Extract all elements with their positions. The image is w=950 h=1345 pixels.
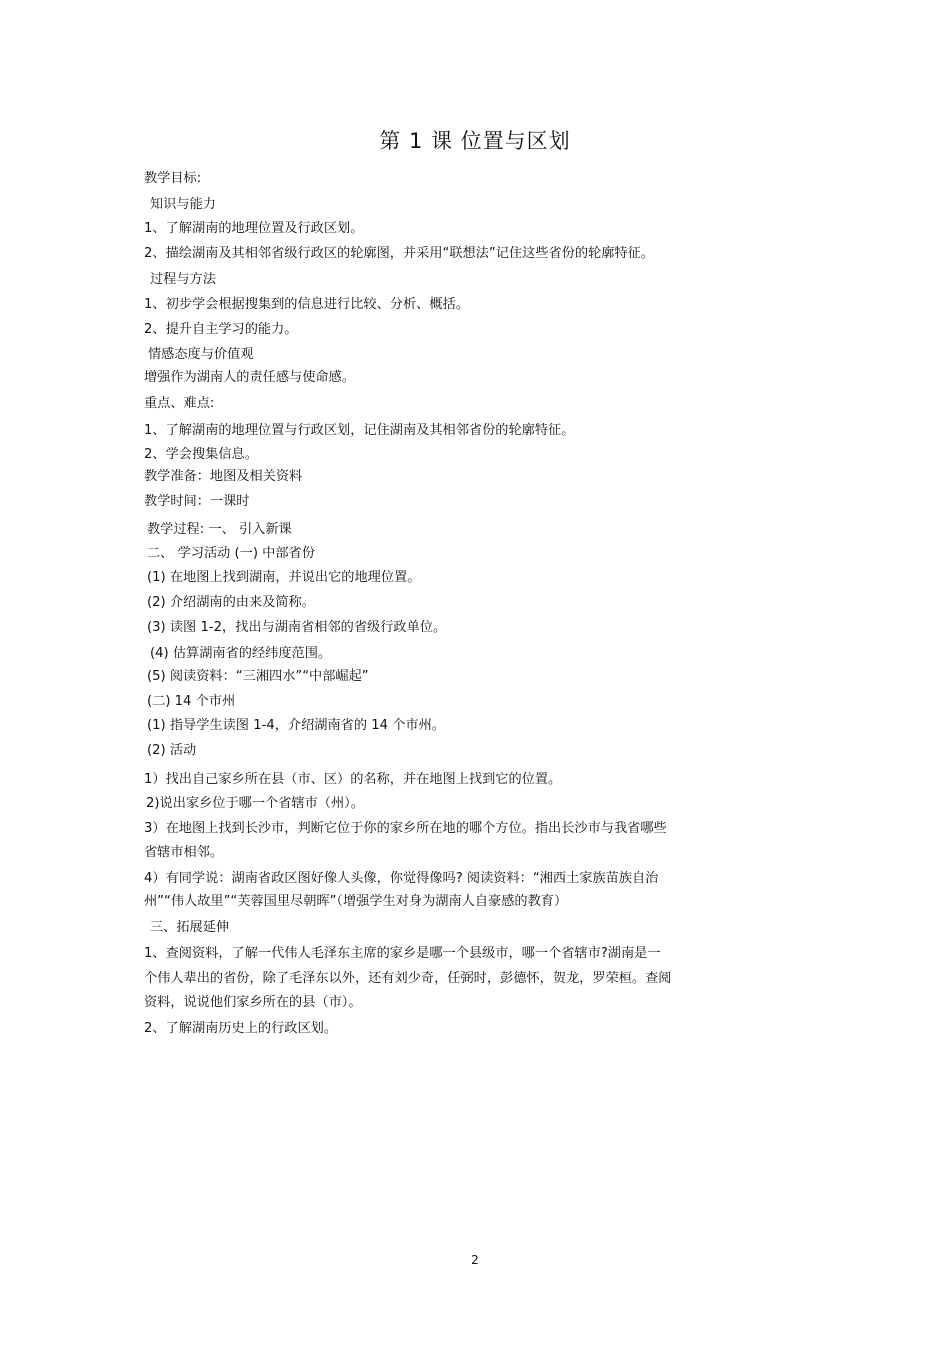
text-line: 重点、难点:: [144, 396, 215, 411]
text-line: 2、描绘湖南及其相邻省级行政区的轮廓图，并采用“联想法”记住这些省份的轮廓特征。: [144, 246, 654, 261]
text-line: 教学目标:: [144, 171, 202, 186]
text-line: 1）找出自己家乡所在县（市、区）的名称，并在地图上找到它的位置。: [144, 772, 562, 787]
text-line: 1、初步学会根据搜集到的信息进行比较、分析、概括。: [144, 297, 469, 312]
text-line: 4）有同学说：湖南省政区图好像人头像，你觉得像吗? 阅读资料：“湘西土家族苗族自治: [144, 871, 659, 886]
text-line: 资料，说说他们家乡所在的县（市）。: [144, 995, 362, 1010]
lesson-title: 第 1 课 位置与区划: [379, 129, 571, 153]
text-line: (1) 指导学生读图 1-4，介绍湖南省的 14 个市州。: [147, 718, 445, 733]
text-line: 三、拓展延伸: [150, 920, 230, 935]
text-line: 3）在地图上找到长沙市，判断它位于你的家乡所在地的哪个方位。指出长沙市与我省哪些: [144, 821, 667, 836]
text-line: 2)说出家乡位于哪一个省辖市（州）。: [146, 796, 364, 811]
text-line: 2、学会搜集信息。: [144, 447, 258, 462]
text-line: 教学准备：地图及相关资料: [144, 469, 303, 484]
text-line: (1) 在地图上找到湖南，并说出它的地理位置。: [147, 570, 421, 585]
text-line: (二) 14 个市州: [147, 694, 236, 709]
text-line: (4) 估算湖南省的经纬度范围。: [150, 646, 332, 661]
text-line: (2) 活动: [147, 743, 197, 758]
text-line: 知识与能力: [150, 197, 216, 212]
text-line: 教学时间：一课时: [144, 494, 250, 509]
text-line: 州”“伟人故里”“芙蓉国里尽朝晖”（增强学生对身为湖南人自豪感的教育）: [144, 894, 568, 909]
text-line: 教学过程: 一、 引入新课: [147, 522, 292, 537]
text-line: 过程与方法: [150, 272, 216, 287]
text-line: (2) 介绍湖南的由来及简称。: [147, 595, 315, 610]
text-line: (3) 读图 1-2，找出与湖南省相邻的省级行政单位。: [147, 620, 447, 635]
text-line: 增强作为湖南人的责任感与使命感。: [144, 370, 355, 385]
text-line: 二、 学习活动 (一) 中部省份: [147, 546, 315, 561]
text-line: 个伟人辈出的省份，除了毛泽东以外，还有刘少奇，任弼时，彭德怀，贺龙，罗荣桓。查阅: [144, 971, 672, 986]
text-line: 省辖市相邻。: [144, 845, 224, 860]
text-line: 2、提升自主学习的能力。: [144, 322, 298, 337]
text-line: 1、查阅资料，了解一代伟人毛泽东主席的家乡是哪一个县级市，哪一个省辖市?湖南是一: [144, 946, 661, 961]
page-number: 2: [471, 1253, 479, 1267]
text-line: 2、了解湖南历史上的行政区划。: [144, 1021, 338, 1036]
text-line: (5) 阅读资料：“三湘四水”“中部崛起”: [147, 669, 369, 684]
text-line: 1、了解湖南的地理位置与行政区划，记住湖南及其相邻省份的轮廓特征。: [144, 423, 575, 438]
text-line: 情感态度与价值观: [148, 347, 254, 362]
text-line: 1、了解湖南的地理位置及行政区划。: [144, 221, 364, 236]
